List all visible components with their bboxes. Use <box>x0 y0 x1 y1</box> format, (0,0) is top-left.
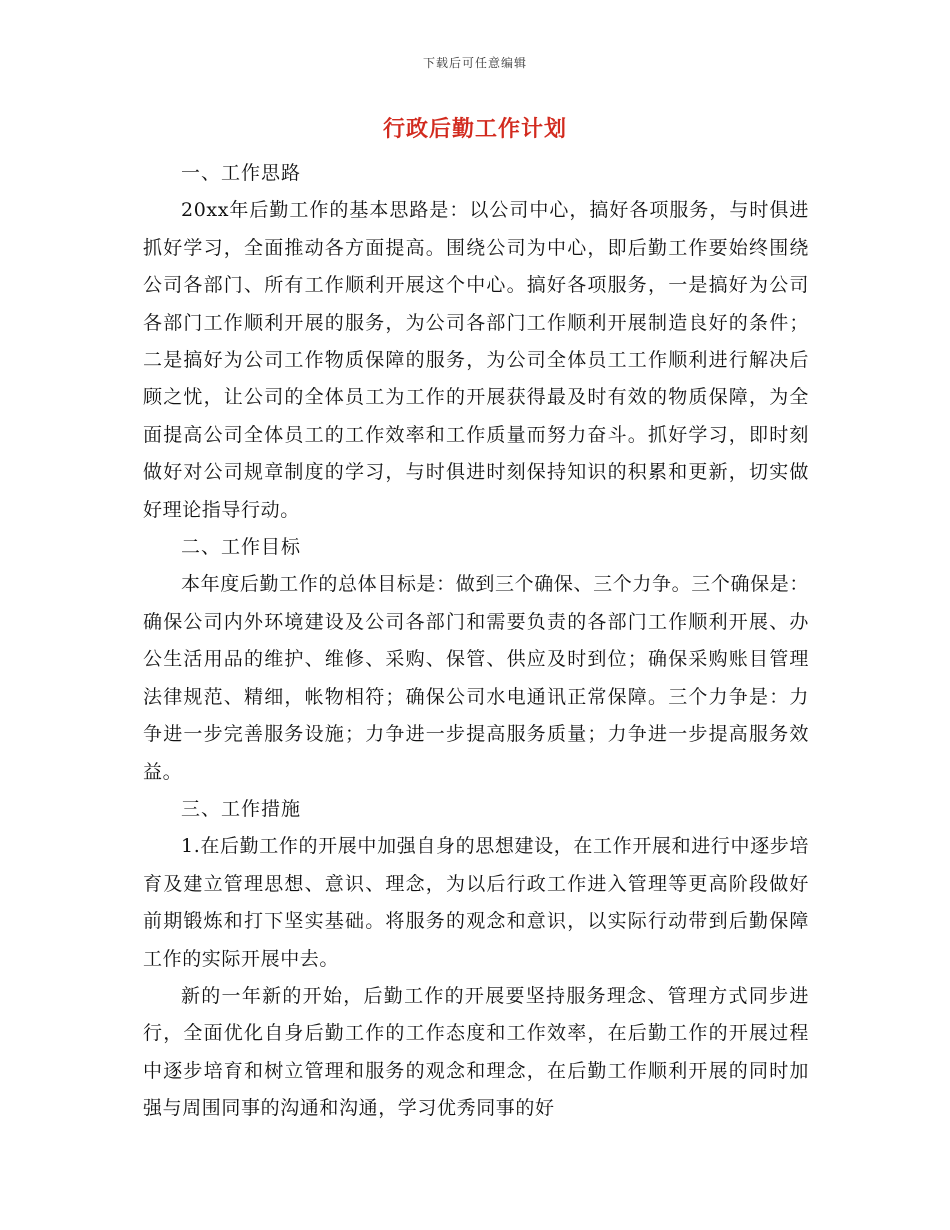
header-watermark: 下载后可任意编辑 <box>422 56 527 70</box>
section-3-paragraph-1: 1.在后勤工作的开展中加强自身的思想建设，在工作开展和进行中逐步培育及建立管理思想、意识、理念，为以后行政工作进入管理等更高阶段做好前期锻炼和打下坚实基础。将服务的观念和意识，以实际行动带到后勤保障工作的实际开展中去。 <box>143 835 809 970</box>
document-title: 行政后勤工作计划 <box>382 116 567 142</box>
document-body <box>143 155 809 1128</box>
section-heading-1: 一、工作思路 <box>181 162 302 184</box>
section-2-paragraph: 本年度后勤工作的总体目标是：做到三个确保、三个力争。三个确保是：确保公司内外环境建设及公司各部门和需要负责的各部门工作顺利开展、办公生活用品的维护、维修、采购、保管、供应及时到位；确保采购账目管理法律规范、精细，帐物相符；确保公司水电通讯正常保障。三个力争是：力争进一步完善服务设施；力争进一步提高服务质量；力争进一步提高服务效益。 <box>143 573 809 783</box>
section-heading-3: 三、工作措施 <box>181 797 302 820</box>
section-3-paragraph-2: 新的一年新的开始，后勤工作的开展要坚持服务理念、管理方式同步进行，全面优化自身后勤工作的工作态度和工作效率，在后勤工作的开展过程中逐步培育和树立管理和服务的观念和理念，在后勤工作顺利开展的同时加强与周围同事的沟通和沟通，学习优秀同事的好 <box>143 984 809 1120</box>
section-heading-2: 二、工作目标 <box>181 536 302 559</box>
section-1-paragraph: 20xx年后勤工作的基本思路是：以公司中心，搞好各项服务，与时俱进抓好学习，全面推动各方面提高。围绕公司为中心，即后勤工作要始终围绕公司各部门、所有工作顺利开展这个中心。搞好各项服务，一是搞好为公司各部门工作顺利开展的服务，为公司各部门工作顺利开展制造良好的条件；二是搞好为公司工作物质保障的服务，为公司全体员工工作顺利进行解决后顾之忧，让公司的全体员工为工作的开展获得最及时有效的物质保障，为全面提高公司全体员工的工作效率和工作质量而努力奋斗。抓好学习，即时刻做好对公司规章制度的学习，与时俱进时刻保持知识的积累和更新，切实做好理论指导行动。 <box>143 199 809 521</box>
